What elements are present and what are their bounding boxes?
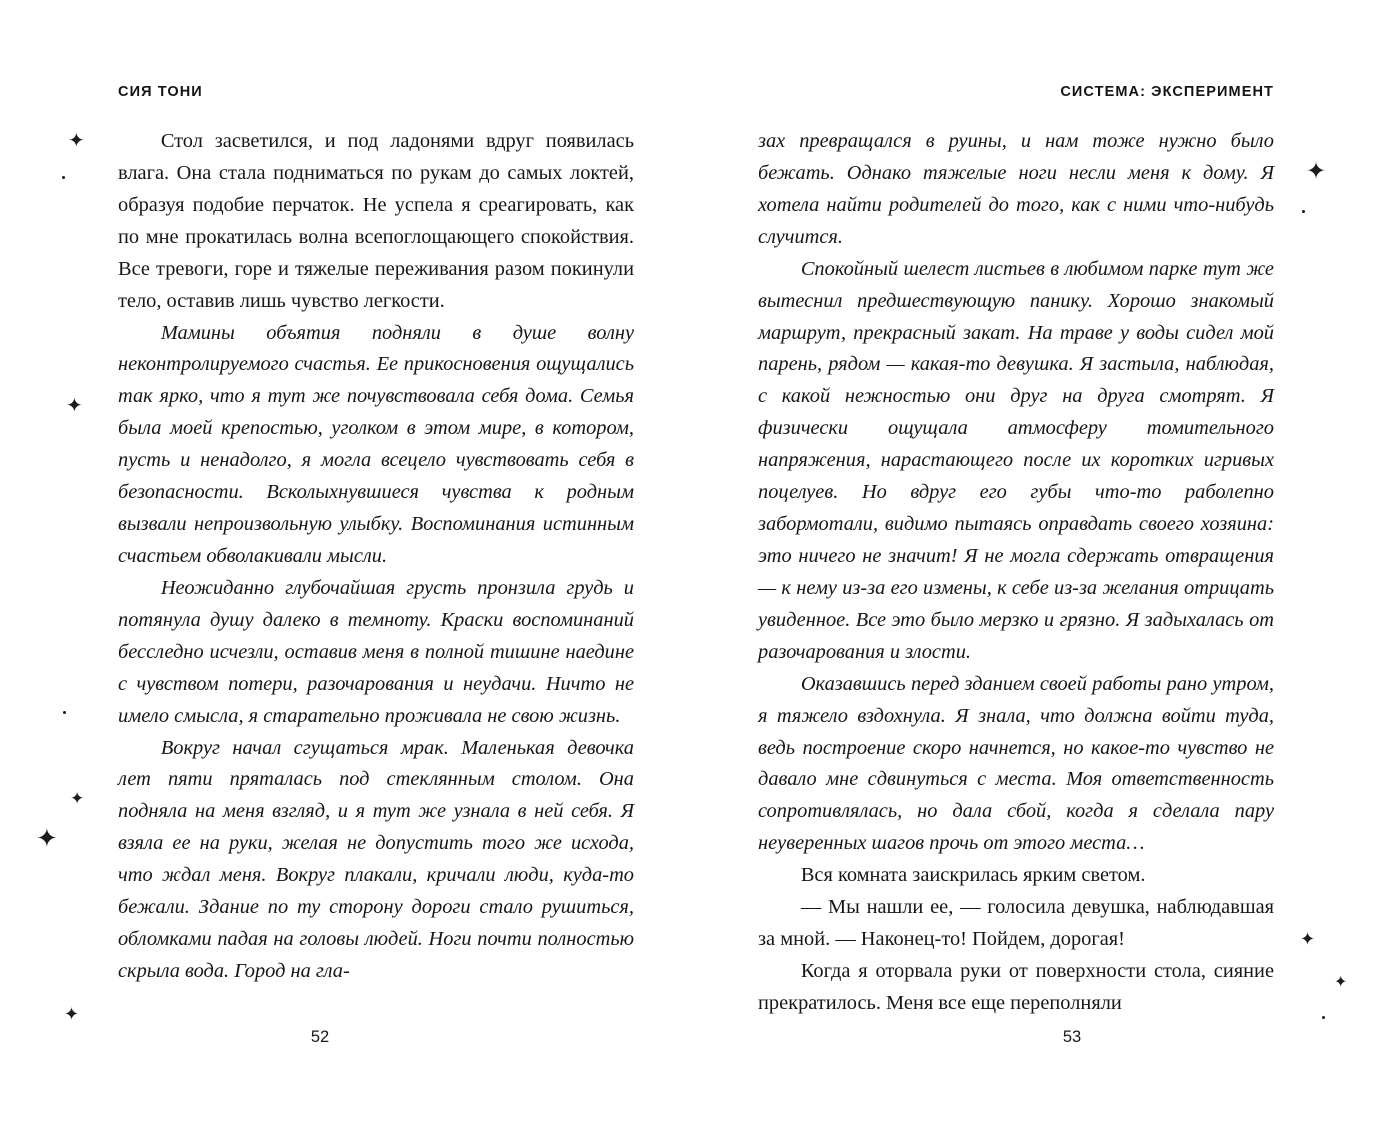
sparkle-icon: ✦ [1334, 974, 1348, 991]
paragraph: зах превращался в руины, и нам тоже нужно было бежать. Однако тяжелые ноги несли меня к дому. Я хотела найти родителей до того, как с ними что-нибудь случится. [758, 130, 1274, 248]
paragraph: Вокруг начал сгущаться мрак. Маленькая девочка лет пяти пряталась под стеклянным столом. Она подняла на меня взгляд, и я тут же узнала в ней себя. Я взяла ее на руки, желая не допустить того же исхода, что ждал меня. Вокруг плакали, кричали люди, куда-то бежали. Здание по ту сторону дороги стало рушиться, обломками падая на головы людей. Ноги почти полностью скрыла вода. Город на гла- [118, 736, 634, 982]
sparkle-icon: ✦ [36, 824, 58, 853]
running-head-author: СИЯ ТОНИ [118, 84, 203, 100]
sparkle-icon: ✦ [64, 1004, 80, 1024]
sparkle-icon: ✦ [66, 395, 83, 417]
sparkle-icon: ✦ [68, 130, 85, 152]
page-number: 52 [310, 1028, 330, 1046]
paragraph: Мамины объятия подняли в душе волну неконтролируемого счастья. Ее прикосновения ощущались так ярко, что я тут же почувствовала себя дома. Семья была моей крепостью, уголком в этом мире, в котором, пусть и ненадолго, я могла всецело чувствовать себя в безопасности. Всколыхнувшиеся чувства к родным вызвали непроизвольную улыбку. Воспоминания истинным счастьем обволакивали мысли. [118, 321, 634, 567]
paragraph: — Мы нашли ее, — голосила девушка, наблюдавшая за мной. — Наконец-то! Пойдем, дорогая! [758, 896, 1274, 951]
paragraph: Неожиданно глубочайшая грусть пронзила грудь и потянула душу далеко в темноту. Краски воспоминаний бесследно исчезли, оставив меня в полной тишине наедине с чувством потери, разочарования и неудачи. Ничто не имело смысла, я старательно проживала не свою жизнь. [118, 576, 634, 727]
paragraph: Спокойный шелест листьев в любимом парке тут же вытеснил предшествующую панику. Хорошо знакомый маршрут, прекрасный закат. На траве у воды сидел мой парень, рядом — какая-то девушка. Я застыла, наблюдая, с какой нежностью они друг на друга смотрят. Я физически ощущала атмосферу томительного напряжения, нарастающего после их коротких игривых поцелуев. Но вдруг его губы что-то раболепно забормотали, видимо пытаясь оправдать своего хозяина: это ничего не значит! Я не могла сдержать отвращения — к нему из-за его измены, к себе из-за желания отрицать увиденное. Все это было мерзко и грязно. Я задыхалась от разочарования и злости. [758, 257, 1274, 663]
paragraph: Стол засветился, и под ладонями вдруг появилась влага. Она стала подниматься по рукам до самых локтей, образуя подобие перчаток. Не успела я среагировать, как по мне прокатилась волна всепоглощающего спокойствия. Все тревоги, горе и тяжелые переживания разом покинули тело, оставив лишь чувство легкости. [118, 130, 634, 312]
page-right [696, 0, 1392, 1125]
dot-icon [63, 711, 66, 714]
sparkle-icon: ✦ [1300, 929, 1316, 949]
page-number: 53 [1062, 1028, 1082, 1046]
dot-icon [1322, 1016, 1325, 1019]
paragraph: Оказавшись перед зданием своей работы рано утром, я тяжело вздохнула. Я знала, что должна войти туда, ведь построение скоро начнется, но какое-то чувство не давало мне сдвинуться с места. Моя ответственность сопротивлялась, но дала сбой, когда я сделала пару неуверенных шагов прочь от этого места… [758, 672, 1274, 855]
paragraph: Когда я оторвала руки от поверхности стола, сияние прекратилось. Меня все еще переполняли [758, 959, 1274, 1014]
running-head-title: СИСТЕМА: ЭКСПЕРИМЕНТ [1060, 84, 1274, 100]
dot-icon [62, 176, 65, 179]
dot-icon [1302, 210, 1305, 213]
sparkle-icon: ✦ [70, 789, 85, 808]
page-right-body [758, 126, 1274, 1020]
page-left-body [118, 126, 634, 988]
sparkle-icon: ✦ [1306, 159, 1327, 185]
paragraph: Вся комната заискрилась ярким светом. [800, 864, 1146, 887]
